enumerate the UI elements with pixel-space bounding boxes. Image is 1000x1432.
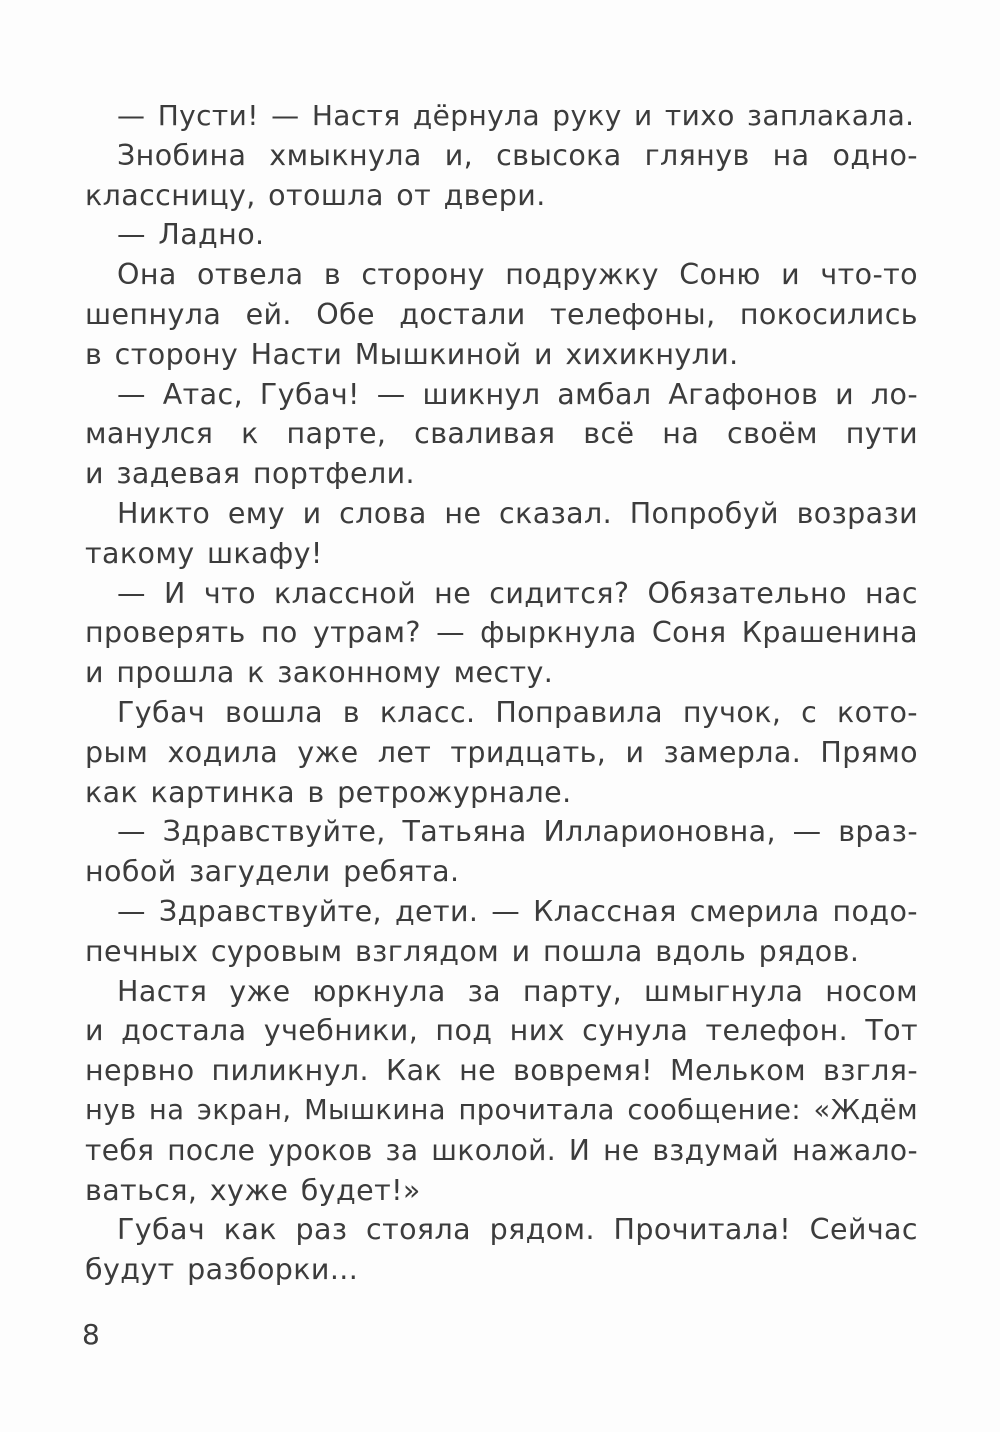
text-line: нобой загудели ребята.: [85, 855, 460, 889]
text-line: в сторону Насти Мышкиной и хихикнули.: [85, 337, 739, 371]
text-line: нервно пиликнул. Как не вовремя! Мельком взгля-: [85, 1054, 918, 1088]
text-line: — Пусти! — Настя дёрнула руку и тихо заплакала.: [117, 99, 915, 132]
text-line: печных суровым взглядом и пошла вдоль рядов.: [85, 934, 860, 968]
text-line: ваться, хуже будет!»: [85, 1173, 421, 1207]
text-line: — Ладно.: [117, 218, 265, 252]
text-line: Знобина хмыкнула и, свысока глянув на одно-: [117, 138, 918, 172]
text-line: Настя уже юркнула за парту, шмыгнула носом: [117, 974, 918, 1008]
text-line: манулся к парте, сваливая всё на своём пути: [85, 417, 918, 451]
text-line: — Здравствуйте, Татьяна Илларионовна, — враз-: [117, 815, 918, 849]
text-line: такому шкафу!: [85, 536, 323, 570]
page-number: 8: [82, 1318, 100, 1351]
text-line: классницу, отошла от двери.: [85, 178, 546, 212]
text-line: как картинка в ретрожурнале.: [85, 775, 572, 809]
text-line: Она отвела в сторону подружку Соню и что-то: [117, 258, 918, 292]
text-line: рым ходила уже лет тридцать, и замерла. Прямо: [85, 735, 918, 769]
text-line: — И что классной не сидится? Обязательно нас: [117, 576, 918, 610]
text-line: Губач как раз стояла рядом. Прочитала! Сейчас: [117, 1213, 918, 1247]
text-line: и прошла к законному месту.: [85, 656, 554, 690]
text-line: нув на экран, Мышкина прочитала сообщение: «Ждём: [85, 1094, 918, 1126]
text-line: — Атас, Губач! — шикнул амбал Агафонов и ло-: [117, 377, 918, 411]
text-line: Губач вошла в класс. Поправила пучок, с кото-: [117, 695, 918, 729]
text-line: проверять по утрам? — фыркнула Соня Крашенина: [85, 616, 918, 650]
text-line: — Здравствуйте, дети. — Классная смерила подо-: [117, 894, 918, 928]
text-line: Никто ему и слова не сказал. Попробуй возрази: [117, 496, 918, 530]
text-line: и задевая портфели.: [85, 457, 415, 491]
text-line: шепнула ей. Обе достали телефоны, покосились: [85, 297, 918, 331]
text-line: тебя после уроков за школой. И не вздумай нажало-: [85, 1133, 918, 1167]
text-line: и достала учебники, под них сунула телефон. Тот: [85, 1014, 918, 1048]
text-line: будут разборки...: [85, 1253, 359, 1287]
body-text: [85, 96, 918, 1290]
